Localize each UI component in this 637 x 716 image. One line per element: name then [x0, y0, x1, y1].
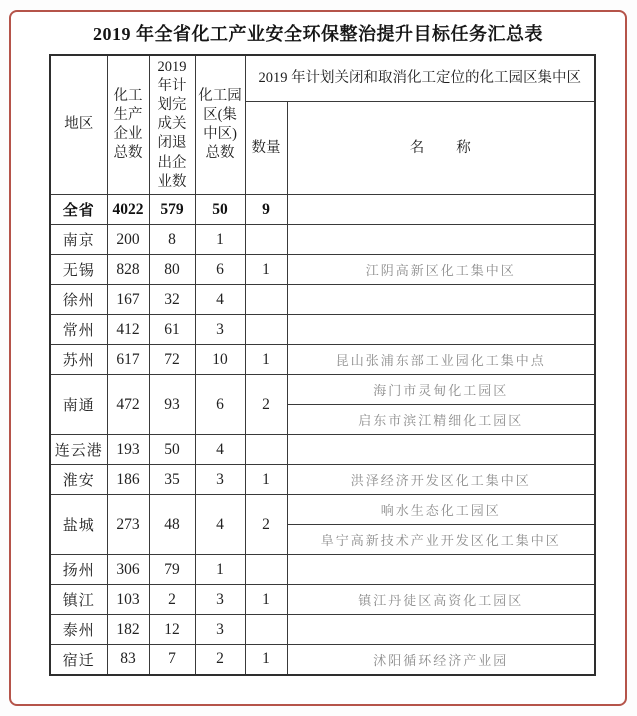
total-parks-cell: 3 [195, 465, 245, 495]
total-enterprises-cell: 828 [107, 255, 149, 285]
document-red-frame [9, 10, 627, 706]
total-parks-cell: 3 [195, 315, 245, 345]
table-row-yancheng [50, 495, 595, 525]
planned-closures-cell: 32 [149, 285, 195, 315]
region-cell: 南京 [50, 225, 107, 255]
region-cell: 镇江 [50, 585, 107, 615]
col-header-closed-parks-group: 2019 年计划关闭和取消化工定位的化工园区集中区 [245, 55, 595, 102]
planned-closures-cell: 7 [149, 645, 195, 675]
region-cell: 徐州 [50, 285, 107, 315]
total-parks-cell: 6 [195, 375, 245, 435]
col-header-total-parks: 化工园区(集中区)总数 [195, 55, 245, 195]
region-cell: 宿迁 [50, 645, 107, 675]
park-name-cell [287, 195, 595, 225]
region-cell: 全省 [50, 195, 107, 225]
planned-closures-cell: 50 [149, 435, 195, 465]
total-enterprises-cell: 167 [107, 285, 149, 315]
table-row-nantong [50, 375, 595, 405]
quantity-cell: 2 [245, 495, 287, 555]
quantity-cell: 1 [245, 585, 287, 615]
total-parks-cell: 3 [195, 585, 245, 615]
total-enterprises-cell: 306 [107, 555, 149, 585]
planned-closures-cell: 80 [149, 255, 195, 285]
table-row-wuxi [50, 255, 595, 285]
park-name-cell: 镇江丹徒区高资化工园区 [287, 585, 595, 615]
park-name-cell [287, 285, 595, 315]
region-cell: 盐城 [50, 495, 107, 555]
planned-closures-cell: 579 [149, 195, 195, 225]
total-enterprises-cell: 4022 [107, 195, 149, 225]
quantity-cell [245, 285, 287, 315]
total-parks-cell: 4 [195, 285, 245, 315]
planned-closures-cell: 79 [149, 555, 195, 585]
quantity-cell [245, 555, 287, 585]
park-name-cell: 海门市灵甸化工园区 [287, 375, 595, 405]
total-enterprises-cell: 193 [107, 435, 149, 465]
region-cell: 扬州 [50, 555, 107, 585]
planned-closures-cell: 72 [149, 345, 195, 375]
table-row-suzhou [50, 345, 595, 375]
park-name-cell: 沭阳循环经济产业园 [287, 645, 595, 675]
total-enterprises-cell: 83 [107, 645, 149, 675]
table-row-taizhou [50, 615, 595, 645]
quantity-cell: 9 [245, 195, 287, 225]
quantity-cell [245, 315, 287, 345]
quantity-cell [245, 435, 287, 465]
park-name-cell [287, 435, 595, 465]
quantity-cell: 1 [245, 645, 287, 675]
table-row-nanjing [50, 225, 595, 255]
table-row-lianyungang [50, 435, 595, 465]
region-cell: 连云港 [50, 435, 107, 465]
total-enterprises-cell: 472 [107, 375, 149, 435]
quantity-cell: 1 [245, 465, 287, 495]
summary-table [49, 54, 596, 676]
total-parks-cell: 2 [195, 645, 245, 675]
page-title: 2019 年全省化工产业安全环保整治提升目标任务汇总表 [93, 24, 543, 44]
planned-closures-cell: 35 [149, 465, 195, 495]
table-row-changzhou [50, 315, 595, 345]
region-cell: 泰州 [50, 615, 107, 645]
col-header-total-enterprises: 化工生产企业总数 [107, 55, 149, 195]
region-cell: 淮安 [50, 465, 107, 495]
park-name-cell [287, 315, 595, 345]
table-row-province-total [50, 195, 595, 225]
planned-closures-cell: 8 [149, 225, 195, 255]
table-row-huaian [50, 465, 595, 495]
table-row-xuzhou [50, 285, 595, 315]
park-name-cell: 响水生态化工园区 [287, 495, 595, 525]
region-cell: 无锡 [50, 255, 107, 285]
park-name-cell [287, 225, 595, 255]
quantity-cell: 2 [245, 375, 287, 435]
quantity-cell [245, 225, 287, 255]
region-cell: 苏州 [50, 345, 107, 375]
total-parks-cell: 3 [195, 615, 245, 645]
quantity-cell: 1 [245, 345, 287, 375]
total-parks-cell: 4 [195, 435, 245, 465]
quantity-cell: 1 [245, 255, 287, 285]
region-cell: 常州 [50, 315, 107, 345]
park-name-cell [287, 555, 595, 585]
planned-closures-cell: 61 [149, 315, 195, 345]
planned-closures-cell: 93 [149, 375, 195, 435]
table-row-yangzhou [50, 555, 595, 585]
header-row-top [50, 55, 595, 102]
table-row-zhenjiang [50, 585, 595, 615]
total-enterprises-cell: 200 [107, 225, 149, 255]
total-parks-cell: 6 [195, 255, 245, 285]
region-cell: 南通 [50, 375, 107, 435]
total-enterprises-cell: 617 [107, 345, 149, 375]
planned-closures-cell: 12 [149, 615, 195, 645]
park-name-cell: 昆山张浦东部工业园化工集中点 [287, 345, 595, 375]
col-header-quantity: 数量 [245, 102, 287, 195]
total-parks-cell: 1 [195, 555, 245, 585]
total-enterprises-cell: 412 [107, 315, 149, 345]
park-name-cell [287, 615, 595, 645]
table-row-suqian [50, 645, 595, 675]
total-parks-cell: 4 [195, 495, 245, 555]
planned-closures-cell: 48 [149, 495, 195, 555]
planned-closures-cell: 2 [149, 585, 195, 615]
col-header-planned-closures: 2019年计划完成关闭退出企业数 [149, 55, 195, 195]
total-parks-cell: 50 [195, 195, 245, 225]
col-header-name: 名 称 [287, 102, 595, 195]
total-enterprises-cell: 273 [107, 495, 149, 555]
total-enterprises-cell: 182 [107, 615, 149, 645]
park-name-cell: 阜宁高新技术产业开发区化工集中区 [287, 525, 595, 555]
total-enterprises-cell: 103 [107, 585, 149, 615]
park-name-cell: 洪泽经济开发区化工集中区 [287, 465, 595, 495]
park-name-cell: 启东市滨江精细化工园区 [287, 405, 595, 435]
total-parks-cell: 10 [195, 345, 245, 375]
total-enterprises-cell: 186 [107, 465, 149, 495]
total-parks-cell: 1 [195, 225, 245, 255]
quantity-cell [245, 615, 287, 645]
park-name-cell: 江阴高新区化工集中区 [287, 255, 595, 285]
col-header-region: 地区 [50, 55, 107, 195]
